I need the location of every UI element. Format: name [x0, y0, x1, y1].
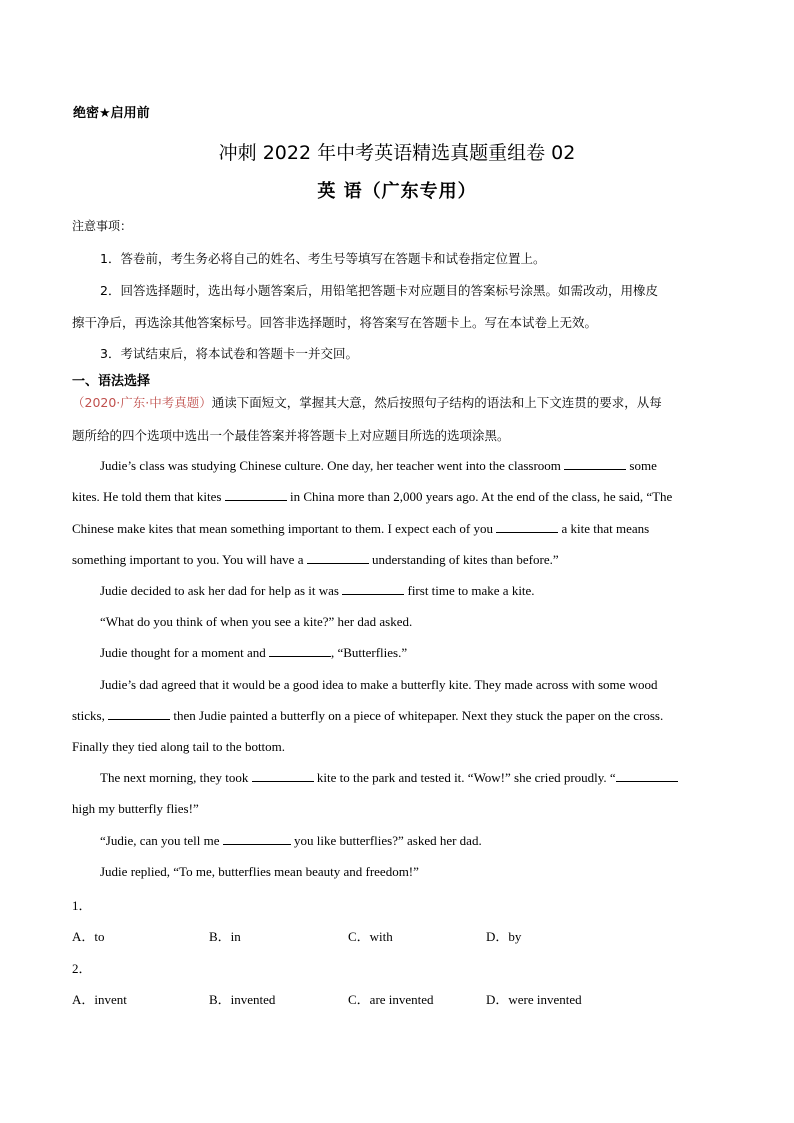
note-item-2: 2．回答选择题时，选出每小题答案后，用铅笔把答题卡对应题目的答案标号涂黑。如需改动，用橡皮 [100, 283, 658, 298]
answer-blank [269, 645, 331, 657]
answer-blank [307, 552, 369, 564]
option-b: B．invented [209, 992, 276, 1007]
passage-line: The next morning, they took kite to the park and tested it. “Wow!” she cried proudly. “ [100, 770, 678, 786]
answer-blank [342, 583, 404, 595]
passage-line: “Judie, can you tell me you like butterflies?” asked her dad. [100, 833, 482, 848]
passage-line: kites. He told them that kites in China more than 2,000 years ago. At the end of the class, he said, “The [72, 489, 673, 504]
passage-line: Judie replied, “To me, butterflies mean beauty and freedom!” [100, 864, 419, 879]
section-intro [72, 393, 662, 411]
answer-blank [108, 708, 170, 720]
passage-line: Judie’s class was studying Chinese culture. One day, her teacher went into the classroom some [100, 458, 657, 473]
passage-line: Judie’s dad agreed that it would be a good idea to make a butterfly kite. They made across with some wood [100, 677, 658, 692]
answer-blank [252, 770, 314, 782]
intro-line-1: 通读下面短文，掌握其大意，然后按照句子结构的语法和上下文连贯的要求，从每 [211, 395, 662, 410]
question-source: （2020·广东·中考真题） [72, 395, 212, 410]
passage-line: Judie thought for a moment and , “Butterflies.” [100, 645, 408, 660]
passage-line: sticks, then Judie painted a butterfly on a piece of whitepaper. Next they stuck the paper on the cross. [72, 708, 664, 723]
answer-blank [496, 521, 558, 533]
passage-line: Chinese make kites that mean something important to them. I expect each of you a kite that means [72, 521, 650, 536]
answer-blank [223, 833, 291, 845]
secret-label: 绝密★启用前 [73, 106, 150, 121]
note-item-2-continued: 擦干净后，再选涂其他答案标号。回答非选择题时，将答案写在答题卡上。写在本试卷上无效。 [72, 315, 598, 330]
passage-line: Judie decided to ask her dad for help as it was first time to make a kite. [100, 583, 535, 598]
option-d: D．were invented [486, 992, 582, 1007]
note-item-3: 3．考试结束后，将本试卷和答题卡一并交回。 [100, 346, 358, 361]
notes-heading: 注意事项： [72, 219, 133, 233]
answer-blank [564, 458, 626, 470]
note-item-1: 1．答卷前，考生务必将自己的姓名、考生号等填写在答题卡和试卷指定位置上。 [100, 251, 546, 266]
exam-title: 冲刺 2022 年中考英语精选真题重组卷 02 [218, 142, 576, 164]
option-c: C．with [348, 929, 393, 944]
passage-line: Finally they tied along tail to the bottom. [72, 739, 286, 754]
option-a: A．to [72, 929, 105, 944]
passage-line: “What do you think of when you see a kite?” her dad asked. [100, 614, 413, 629]
option-c: C．are invented [348, 992, 434, 1007]
option-b: B．in [209, 929, 241, 944]
answer-blank [225, 489, 287, 501]
passage-line: high my butterfly flies!” [72, 801, 199, 816]
option-d: D．by [486, 929, 522, 944]
section-heading: 一、语法选择 [72, 374, 151, 389]
question-number: 1． [72, 898, 92, 913]
question-number: 2． [72, 961, 92, 976]
option-a: A．invent [72, 992, 127, 1007]
intro-line-2: 题所给的四个选项中选出一个最佳答案并将答题卡上对应题目所选的选项涂黑。 [72, 428, 510, 443]
exam-subtitle: 英 语（广东专用） [317, 181, 477, 202]
passage-line: something important to you. You will have a understanding of kites than before.” [72, 552, 559, 567]
answer-blank [616, 770, 678, 782]
